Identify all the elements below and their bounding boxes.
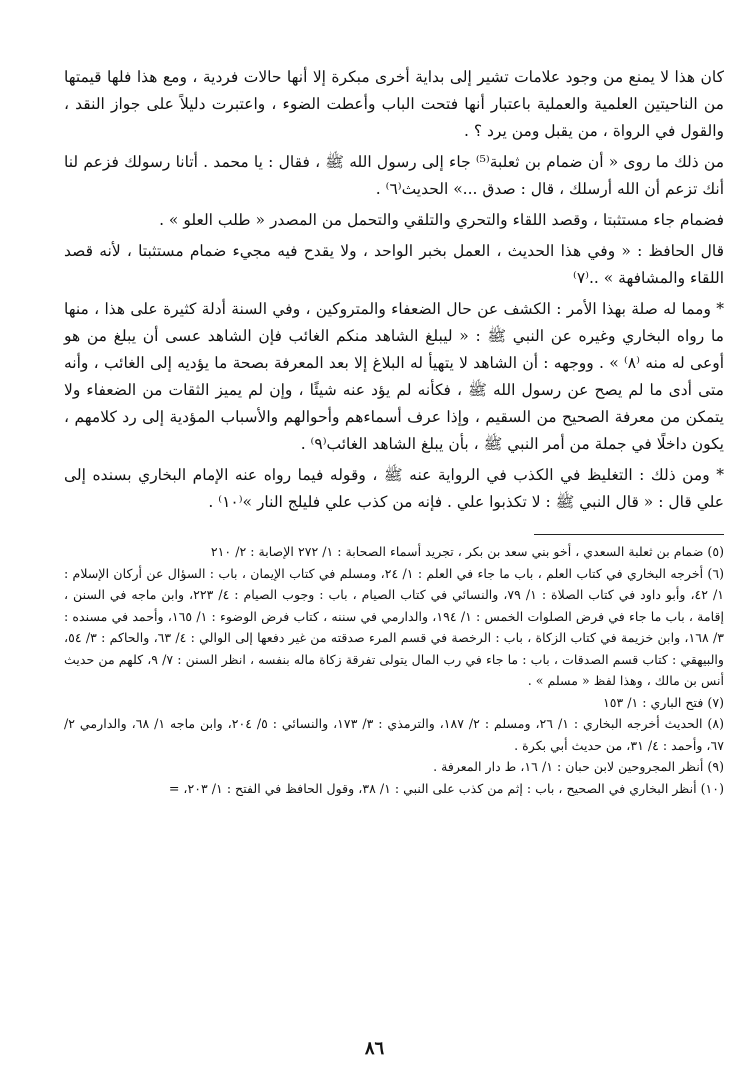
paragraph-3: فضمام جاء مستثبتا ، وقصد اللقاء والتحري والتلقي والتحمل من المصدر « طلب العلو » . [159,211,724,229]
footnote-divider [534,534,724,535]
page-body [64,64,724,799]
paragraph-1: كان هذا لا يمنع من وجود علامات تشير إلى بداية أخرى مبكرة إلا أنها حالات فردية ، ومع هذا فلها قيمتها من الناحيتين العلمية والعملية باعتبار أنها فتحت الباب وأعطت الضوء ، واعتبرت دليلاً على جواز النقد ، والقول في الرواة ، من يقبل ومن يرد ؟ . [64,68,724,140]
page-number: ٨٦ [364,1038,385,1059]
paragraph-4: قال الحافظ : « وفي هذا الحديث ، العمل بخبر الواحد ، ولا يقدح فيه مجيء ضمام مستثبتا ، لأنه قصد اللقاء والمشافهة » ..⁽٧⁾ [64,242,724,287]
paragraph-6: * ومن ذلك : التغليظ في الكذب في الرواية عنه ﷺ ، وقوله فيما رواه عنه الإمام البخاري بسنده إلى علي قال : « قال النبي ﷺ : لا تكذبوا علي . فإنه من كذب علي فليلج النار »⁽١٠⁾ . [64,466,724,511]
footnote-7: (٧) فتح الباري : ١/ ١٥٣ [602,694,724,710]
footnotes [64,541,724,799]
paragraph-2: من ذلك ما روى « أن ضمام بن ثعلبة⁽⁵⁾ جاء إلى رسول الله ﷺ ، فقال : يا محمد . أتانا رسولك فزعم لنا أنك تزعم أن الله أرسلك ، قال : صدق ...» الحديث⁽٦⁾ . [64,153,724,198]
footnote-9: (٩) أنظر المجروحين لابن حبان : ١/ ١٦، ط دار المعرفة . [433,759,724,774]
paragraph-5: * ومما له صلة بهذا الأمر : الكشف عن حال الضعفاء والمتروكين ، وفي السنة أدلة كثيرة على هذا ، منها ما رواه البخاري وغيره عن النبي ﷺ : « ليبلغ الشاهد منكم الغائب فإن الشاهد عسى أن يبلغ من هو أوعى له منه ⁽٨⁾ » . ووجهه : أن الشاهد لا يتهيأ له البلاغ إلا بعد المعرفة بصحة ما يؤديه إلى الغائب ، وأنه متى أدى ما لم يصح عن رسول الله ﷺ ، فكأنه لم يؤد عنه شيئًا ، وإن لم يميز الثقات من الضعفاء ولا يتمكن من معرفة الصحيح من السقيم ، وإذا عرف أسماءهم وأحوالهم والأسباب المؤدية إلى رد كلامهم ، يكون داخلًا في جملة من أمر النبي ﷺ ، بأن يبلغ الشاهد الغائب⁽٩⁾ . [64,300,725,453]
footnote-10: (١٠) أنظر البخاري في الصحيح ، باب : إثم من كذب على النبي : ١/ ٣٨، وقول الحافظ في الفتح : ١/ ٢٠٣، = [168,780,724,796]
footnote-5: (٥) ضمام بن ثعلبة السعدي ، أخو بني سعد بن بكر ، تجريد أسماء الصحابة : ١/ ٢٧٢ الإصابة : ٢/ ٢١٠ [210,544,724,559]
footnote-8: (٨) الحديث أخرجه البخاري : ١/ ٢٦، ومسلم : ٢/ ١٨٧، والترمذي : ٣/ ١٧٣، والنسائي : ٥/ ٢٠٤، وابن ماجه ١/ ٦٨، والدارمي ٢/ ٦٧، وأحمد : ٤/ ٣١، من حديث أبي بكرة . [64,716,725,753]
footnote-6: (٦) أخرجه البخاري في كتاب العلم ، باب ما جاء في العلم : ١/ ٢٤، ومسلم في كتاب الإيمان ، باب : السؤال عن أركان الإسلام : ١/ ٤٢، وأبو داود في كتاب الصلاة : ١/ ٧٩، والنسائي في كتاب الصيام ، باب : وجوب الصيام : ٤/ ٢٢٣، وابن ماجه في السنن ، إقامة ، باب ما جاء في فرض الصلوات الخمس : ١/ ١٩٤، والدارمي في سننه ، كتاب فرض الوضوء : ١/ ١٦٥، وأحمد في مسنده : ٣/ ١٦٨، وابن خزيمة في كتاب الزكاة ، باب : الرخصة في قسم المرء صدقته من غير دفعها إلى الوالي : ٤/ ٦٣، والحاكم : ٣/ ٥٤، والبيهقي : كتاب قسم الصدقات ، باب : ما جاء في رب المال يتولى تفرقة زكاة ماله بنفسه ، انظر السنن : ٧/ ٩، كلهم من حديث أنس بن مالك ، وهذا لفظ « مسلم » . [64,565,725,688]
